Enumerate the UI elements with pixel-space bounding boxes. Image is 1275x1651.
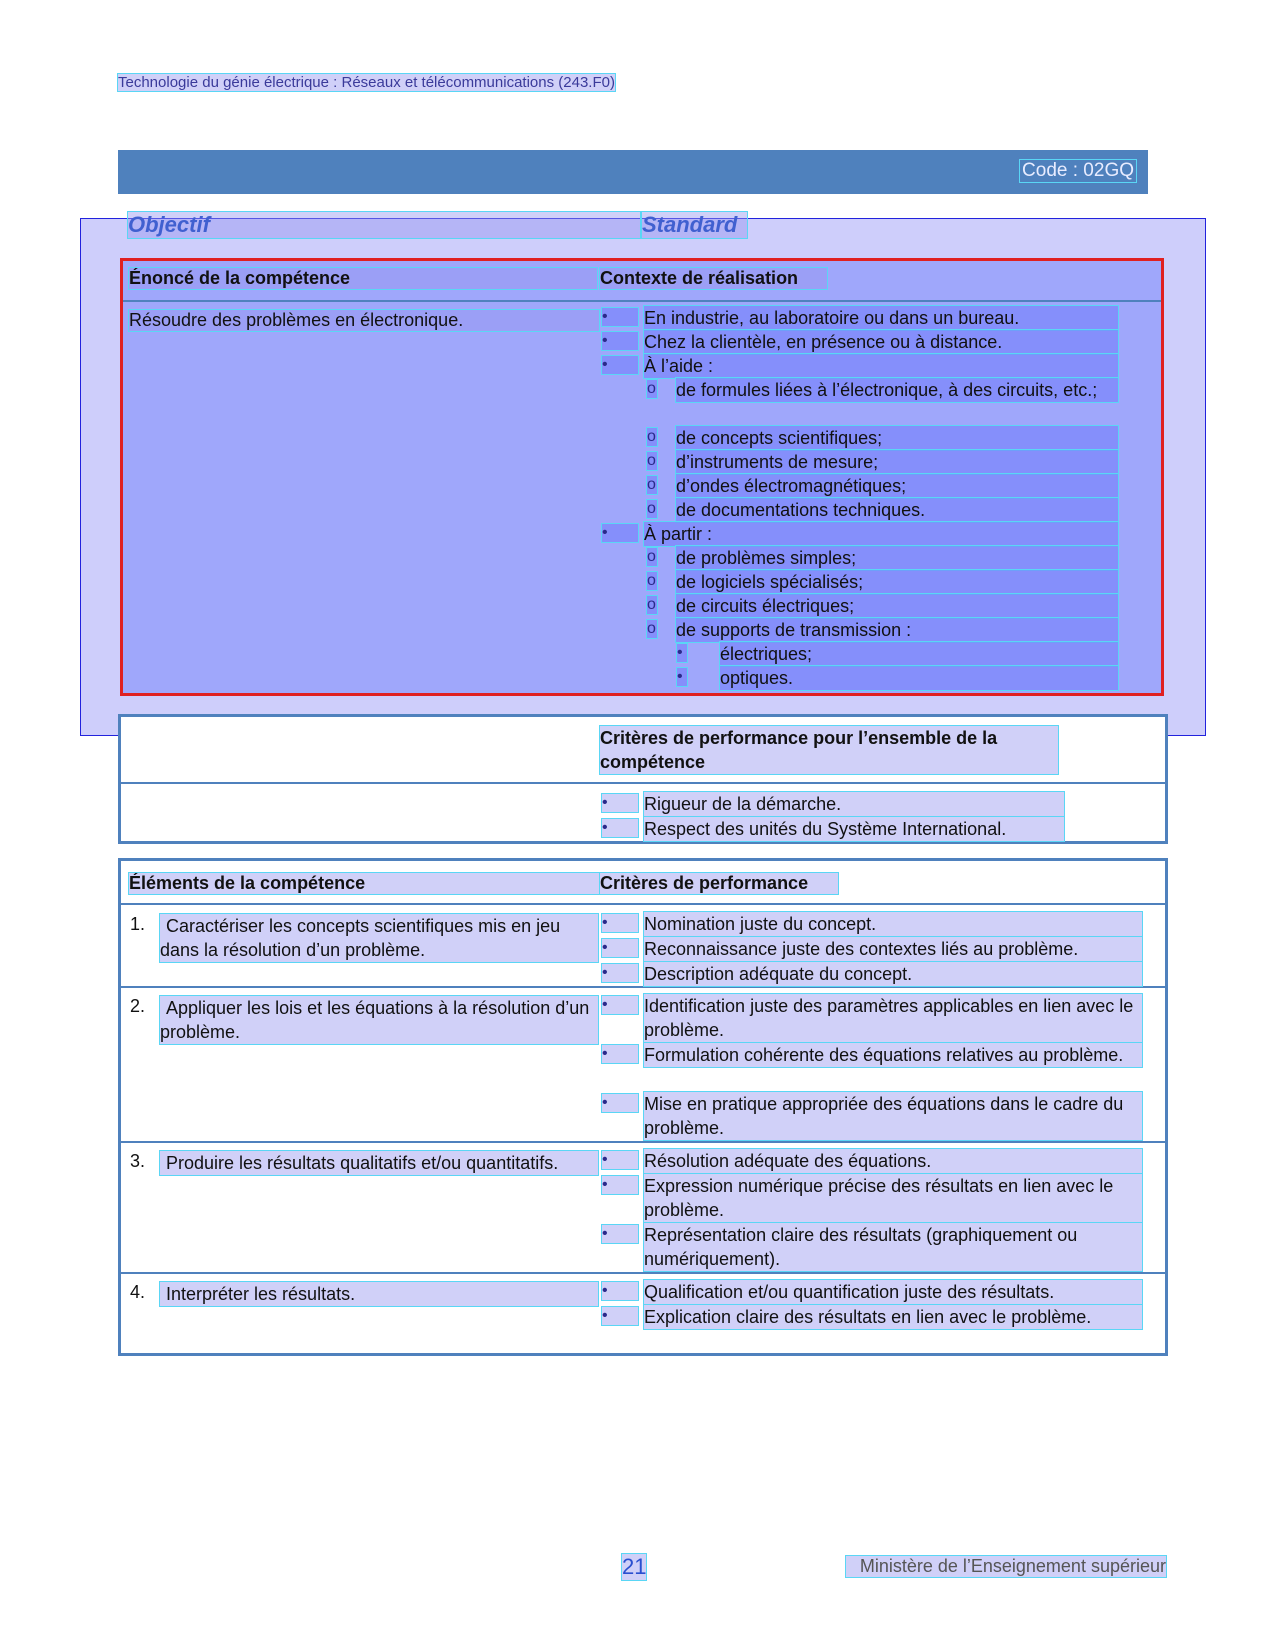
context-bullet: o [647, 380, 656, 397]
context-bullet: o [647, 596, 656, 613]
performance-criterion: Mise en pratique appropriée des équations dans le cadre du problème. [644, 1092, 1142, 1140]
context-item: électriques; [720, 642, 1118, 666]
criteria-bullet: • [602, 1176, 638, 1194]
page-number: 21 [622, 1554, 647, 1579]
competence-header-divider [123, 300, 1161, 302]
code-bar [118, 150, 1148, 194]
competence-statement: Résoudre des problèmes en électronique. [129, 310, 599, 331]
context-item: Chez la clientèle, en présence ou à distance. [644, 330, 1118, 354]
element-text: Caractériser les concepts scientifiques mis en jeu dans la résolution d’un problème. [160, 914, 598, 962]
element-text: Appliquer les lois et les équations à la résolution d’un problème. [160, 996, 598, 1044]
context-item: de problèmes simples; [676, 546, 1118, 570]
performance-criterion: Identification juste des paramètres applicables en lien avec le problème. [644, 994, 1142, 1042]
context-bullet: • [677, 644, 687, 662]
criteria-bullet: • [602, 914, 638, 932]
performance-criterion: Formulation cohérente des équations relatives au problème. [644, 1043, 1142, 1067]
context-bullet: o [647, 620, 656, 637]
performance-criterion: Description adéquate du concept. [644, 962, 1142, 986]
context-item: En industrie, au laboratoire ou dans un bureau. [644, 306, 1118, 330]
ministry-name: Ministère de l’Enseignement supérieur [846, 1556, 1166, 1577]
criteria-header: Critères de performance [600, 873, 838, 894]
criteria-bullet: • [602, 1094, 638, 1112]
context-bullet: • [677, 668, 687, 686]
performance-criterion: Qualification et/ou quantification juste des résultats. [644, 1280, 1142, 1304]
criteria-bullet: • [602, 939, 638, 957]
performance-criterion: Reconnaissance juste des contextes liés au problème. [644, 937, 1142, 961]
standard-heading: Standard [642, 212, 747, 238]
context-bullet: • [602, 524, 638, 542]
element-text: Produire les résultats qualitatifs et/ou quantitatifs. [160, 1151, 598, 1175]
row-divider [121, 1141, 1165, 1143]
elements-header: Éléments de la compétence [129, 873, 599, 894]
ensemble-criterion: Rigueur de la démarche. [644, 792, 1064, 816]
element-number: 3. [130, 1151, 146, 1171]
performance-criterion: Résolution adéquate des équations. [644, 1149, 1142, 1173]
context-item: de concepts scientifiques; [676, 426, 1118, 450]
element-number: 2. [130, 996, 146, 1016]
context-item: d’ondes électromagnétiques; [676, 474, 1118, 498]
criteria-bullet: • [602, 1151, 638, 1169]
context-bullet: • [602, 356, 638, 374]
context-bullet: o [647, 572, 656, 589]
context-bullet: • [602, 332, 638, 350]
context-item: de supports de transmission : [676, 618, 1118, 642]
context-header: Contexte de réalisation [600, 268, 827, 289]
criteria-bullet: • [602, 794, 638, 812]
context-item: À partir : [644, 522, 1118, 546]
context-item: de circuits électriques; [676, 594, 1118, 618]
context-bullet: o [647, 500, 656, 517]
element-number: 1. [130, 914, 146, 934]
ensemble-header-divider [121, 782, 1165, 784]
criteria-bullet: • [602, 1225, 638, 1243]
context-item: de logiciels spécialisés; [676, 570, 1118, 594]
context-bullet: o [647, 476, 656, 493]
context-item: optiques. [720, 666, 1118, 690]
row-divider [121, 1272, 1165, 1274]
ensemble-criterion: Respect des unités du Système International. [644, 817, 1064, 841]
competence-code: Code : 02GQ [1022, 160, 1134, 181]
criteria-bullet: • [602, 996, 638, 1014]
performance-criterion: Représentation claire des résultats (graphiquement ou numériquement). [644, 1223, 1142, 1271]
context-bullet: o [647, 548, 656, 565]
context-item: de documentations techniques. [676, 498, 1118, 522]
performance-criterion: Expression numérique précise des résultats en lien avec le problème. [644, 1174, 1142, 1222]
competence-statement-header: Énoncé de la compétence [129, 268, 597, 289]
performance-criterion: Explication claire des résultats en lien avec le problème. [644, 1305, 1142, 1329]
performance-criterion: Nomination juste du concept. [644, 912, 1142, 936]
criteria-bullet: • [602, 1045, 638, 1063]
context-item: À l’aide : [644, 354, 1118, 378]
context-bullet: o [647, 428, 656, 445]
context-bullet: o [647, 452, 656, 469]
context-item: de formules liées à l’électronique, à des circuits, etc.; [676, 378, 1118, 402]
context-bullet: • [602, 308, 638, 326]
element-number: 4. [130, 1282, 146, 1302]
objectif-heading: Objectif [128, 212, 640, 238]
criteria-bullet: • [602, 1307, 638, 1325]
criteria-bullet: • [602, 1282, 638, 1300]
elements-header-divider [121, 903, 1165, 905]
element-text: Interpréter les résultats. [160, 1282, 598, 1306]
row-divider [121, 986, 1165, 988]
context-item: d’instruments de mesure; [676, 450, 1118, 474]
criteria-bullet: • [602, 819, 638, 837]
ensemble-criteria-header: Critères de performance pour l’ensemble de la compétence [600, 726, 1058, 774]
criteria-bullet: • [602, 964, 638, 982]
document-title: Technologie du génie électrique : Réseaux et télécommunications (243.F0) [118, 74, 615, 91]
